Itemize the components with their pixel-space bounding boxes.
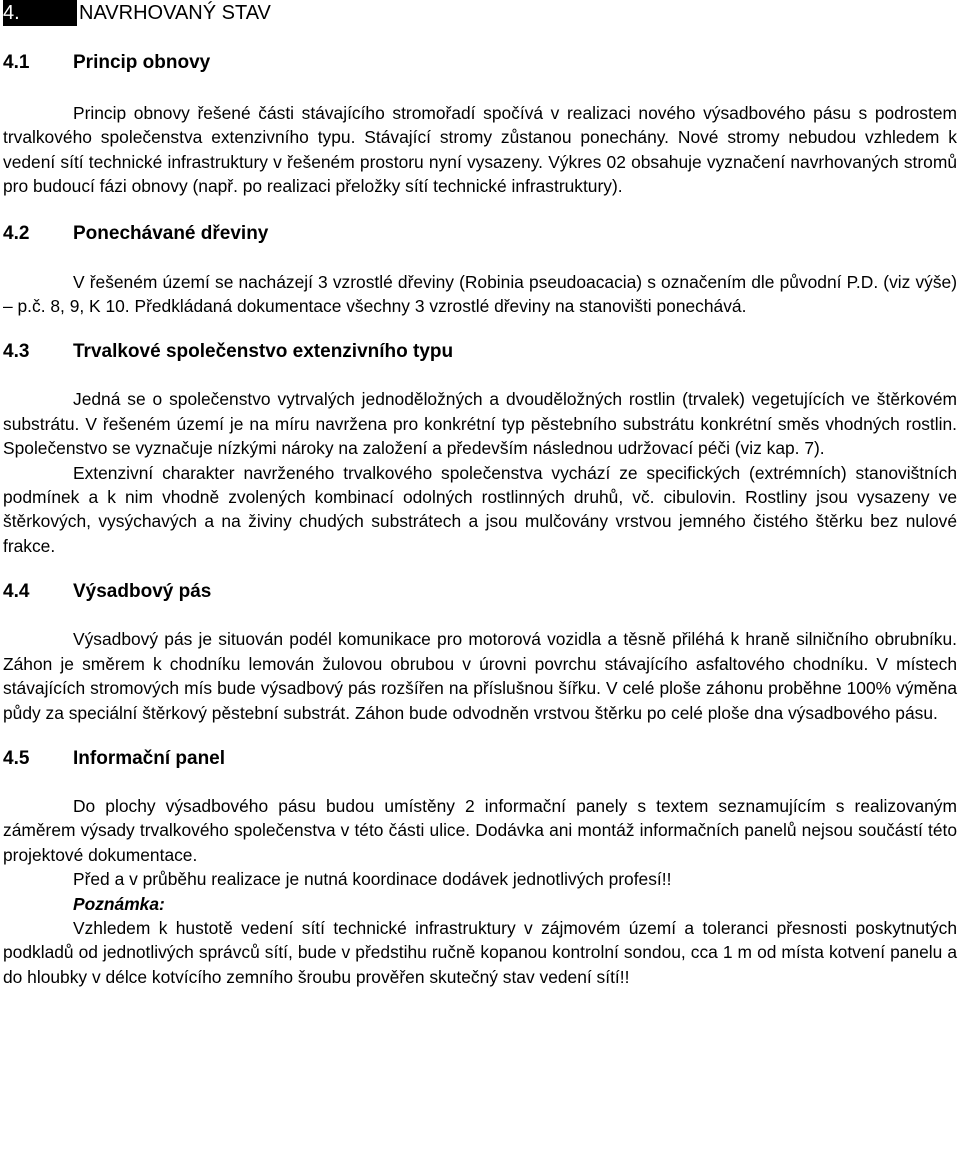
section-title: Informační panel bbox=[73, 747, 226, 769]
paragraph: Vzhledem k hustotě vedení sítí technické infrastruktury v zájmovém území a toleranci přesnosti poskytnutých podkladů od jednotlivých správců sítí, bude v předstihu ručně kopanou kontrolní sondou, cca 1 m od místa kotvení panelu a do hloubky v délce kotvícího zemního šroubu prověřen skutečný stav vedení sítí!! bbox=[3, 917, 957, 987]
section-body-4-1 bbox=[3, 101, 957, 199]
section-number: 4.1 bbox=[3, 52, 30, 73]
section-number: 4.5 bbox=[3, 747, 30, 769]
note-body bbox=[3, 916, 957, 989]
paragraph: V řešeném území se nacházejí 3 vzrostlé dřeviny (Robinia pseudoacacia) s označením dle původní P.D. (viz výše) – p.č. 8, 9, K 10. Předkládaná dokumentace všechny 3 vzrostlé dřeviny na stanovišti ponechává. bbox=[3, 271, 957, 317]
chapter-heading bbox=[3, 0, 957, 26]
section-body-4-5 bbox=[3, 794, 957, 892]
section-body-4-2 bbox=[3, 270, 957, 319]
paragraph: Jedná se o společenstvo vytrvalých jednoděložných a dvouděložných rostlin (trvalek) vegetujících ve štěrkovém substrátu. V řešeném území je na míru navržena pro konkrétní typ pěstebního substrátu konkrétní směs vhodných rostlin. Společenstvo se vyznačuje nízkými nároky na založení a především následnou udržovací péči (viz kap. 7). bbox=[3, 389, 957, 459]
section-title: Trvalkové společenstvo extenzivního typu bbox=[73, 341, 454, 363]
paragraph: Do plochy výsadbového pásu budou umístěny 2 informační panely s textem seznamujícím s realizovaným záměrem výsady trvalkového společenstva v této části ulice. Dodávka ani montáž informačních panelů nejsou součástí této projektové dokumentace. bbox=[3, 795, 957, 865]
note-label: Poznámka: bbox=[73, 893, 165, 914]
section-title: Princip obnovy bbox=[73, 52, 211, 73]
section-heading-4-4 bbox=[3, 580, 957, 604]
section-number: 4.2 bbox=[3, 222, 30, 244]
section-heading-4-2 bbox=[3, 222, 957, 246]
section-heading-4-5 bbox=[3, 747, 957, 771]
chapter-number: 4. bbox=[3, 0, 77, 26]
section-heading-4-1 bbox=[3, 51, 957, 75]
chapter-title: NAVRHOVANÝ STAV bbox=[79, 2, 271, 24]
section-body-4-3 bbox=[3, 387, 957, 558]
section-body-4-4 bbox=[3, 627, 957, 725]
paragraph: Princip obnovy řešené části stávajícího stromořadí spočívá v realizaci nového výsadbového pásu s podrostem trvalkového společenstva extenzivního typu. Stávající stromy zůstanou ponechány. Nové stromy nebudou vzhledem k vedení sítí technické infrastruktury v řešeném prostoru nyní vysazeny. Výkres 02 obsahuje vyznačení navrhovaných stromů pro budoucí fázi obnovy (např. po realizaci přeložky sítí technické infrastruktury). bbox=[3, 103, 957, 197]
paragraph: Před a v průběhu realizace je nutná koordinace dodávek jednotlivých profesí!! bbox=[73, 869, 672, 890]
section-number: 4.4 bbox=[3, 581, 30, 603]
section-title: Ponechávané dřeviny bbox=[73, 222, 269, 244]
paragraph: Výsadbový pás je situován podél komunikace pro motorová vozidla a těsně přiléhá k hraně silničního obrubníku. Záhon je směrem k chodníku lemován žulovou obrubou v úrovni povrchu stávajícího asfaltového chodníku. V místech stávajících stromových mís bude výsadbový pás rozšířen na příslušnou šířku. V celé ploše záhonu proběhne 100% výměna půdy za speciální štěrkový pěstební substrát. Záhon bude odvodněn vrstvou štěrku po celé ploše dna výsadbového pásu. bbox=[3, 629, 957, 723]
section-title: Výsadbový pás bbox=[73, 581, 212, 603]
section-number: 4.3 bbox=[3, 341, 30, 363]
paragraph: Extenzivní charakter navrženého trvalkového společenstva vychází ze specifických (extrémních) stanovištních podmínek a k nim vhodně zvolených kombinací odolných rostlinných druhů, vč. cibulovin. Rostliny jsou vysazeny ve štěrkových, vysýchavých a na živiny chudých substrátech a jsou mulčovány vrstvou jemného čistého štěrku bez nulové frakce. bbox=[3, 462, 957, 556]
section-heading-4-3 bbox=[3, 340, 957, 364]
